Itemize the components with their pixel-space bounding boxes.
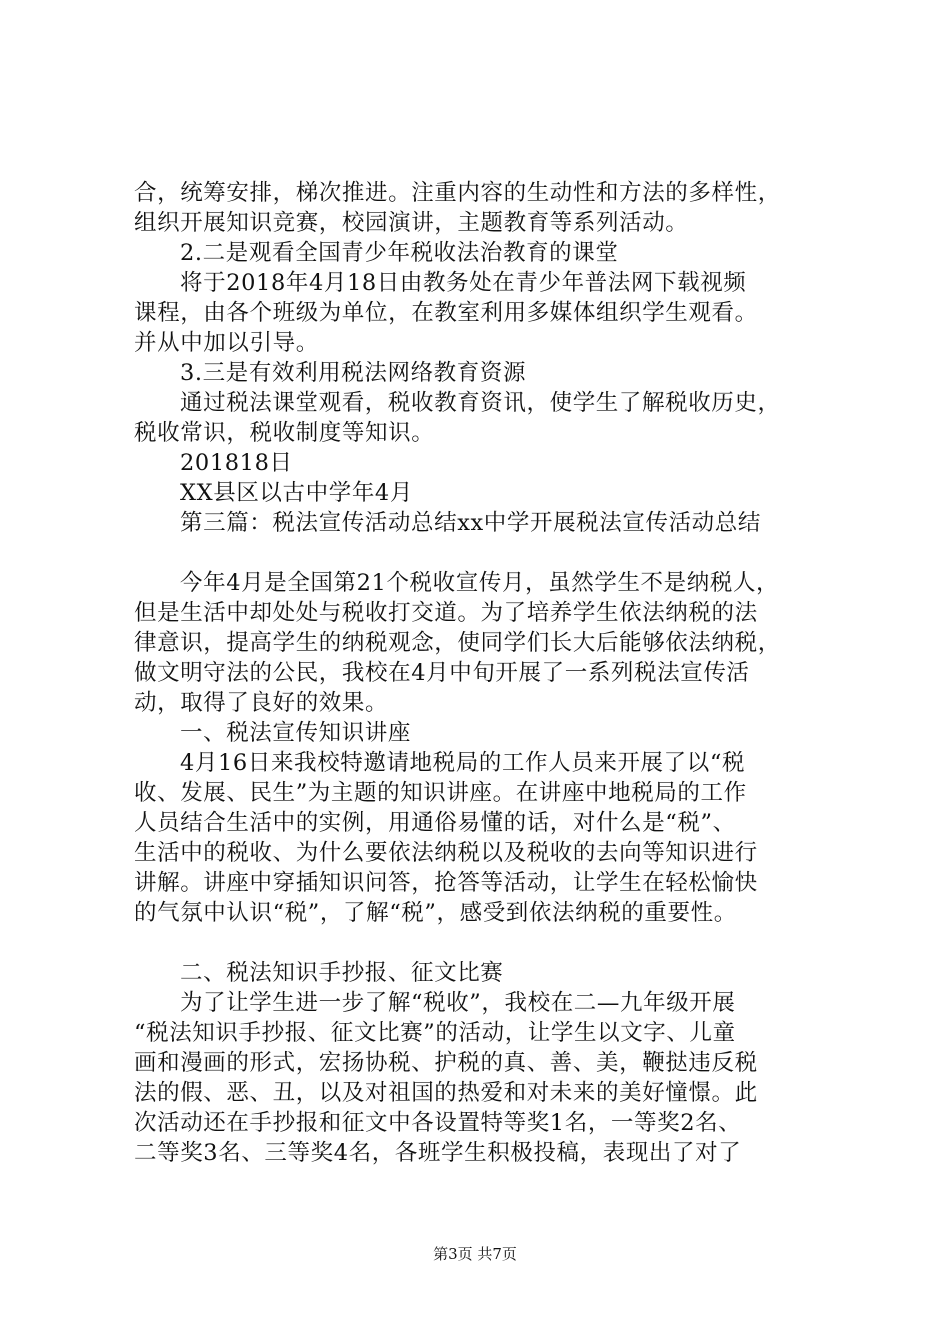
text-line: 二等奖3名、三等奖4名，各班学生积极投稿，表现出了对了 bbox=[134, 1140, 742, 1166]
text-line: 课程，由各个班级为单位，在教室利用多媒体组织学生观看。 bbox=[134, 300, 758, 326]
section-heading bbox=[134, 718, 854, 748]
paragraph bbox=[134, 178, 854, 238]
text-line: 税收常识，税收制度等知识。 bbox=[134, 420, 435, 446]
text-line: 法的假、恶、丑，以及对祖国的热爱和对未来的美好憧憬。此 bbox=[134, 1080, 758, 1106]
page-number: 第3页 共7页 bbox=[433, 1245, 517, 1263]
paragraph bbox=[134, 988, 854, 1168]
document-body bbox=[134, 178, 854, 1168]
text-line: 合，统筹安排，梯次推进。注重内容的生动性和方法的多样性， bbox=[134, 180, 781, 206]
text-line: 4月16日来我校特邀请地税局的工作人员来开展了以“税 bbox=[180, 750, 746, 776]
text-line: 做文明守法的公民，我校在4月中旬开展了一系列税法宣传活 bbox=[134, 660, 750, 686]
section-heading bbox=[134, 958, 854, 988]
text-line: 2.二是观看全国青少年税收法治教育的课堂 bbox=[180, 240, 619, 266]
text-line: 动，取得了良好的效果。 bbox=[134, 690, 389, 716]
text-line: 次活动还在手抄报和征文中各设置特等奖1名，一等奖2名、 bbox=[134, 1110, 742, 1136]
text-line: 收、发展、民生”为主题的知识讲座。在讲座中地税局的工作 bbox=[134, 780, 747, 806]
section-heading bbox=[134, 358, 854, 388]
text-line: 生活中的税收、为什么要依法纳税以及税收的去向等知识进行 bbox=[134, 840, 758, 866]
paragraph bbox=[134, 568, 854, 718]
text-line: 一、税法宣传知识讲座 bbox=[180, 720, 412, 746]
blank-line bbox=[134, 928, 854, 958]
text-line: 但是生活中却处处与税收打交道。为了培养学生依法纳税的法 bbox=[134, 600, 758, 626]
blank-line bbox=[134, 538, 854, 568]
text-line: 二、税法知识手抄报、征文比赛 bbox=[180, 960, 504, 986]
section-heading bbox=[134, 238, 854, 268]
paragraph bbox=[134, 748, 854, 928]
date-line bbox=[134, 448, 854, 478]
paragraph bbox=[134, 388, 854, 448]
paragraph bbox=[134, 268, 854, 358]
text-line: 画和漫画的形式，宏扬协税、护税的真、善、美，鞭挞违反税 bbox=[134, 1050, 758, 1076]
text-line: 为了让学生进一步了解“税收”，我校在二—九年级开展 bbox=[180, 990, 736, 1016]
text-line: 人员结合生活中的实例，用通俗易懂的话，对什么是“税”、 bbox=[134, 810, 736, 836]
text-line: “税法知识手抄报、征文比赛”的活动，让学生以文字、儿童 bbox=[134, 1020, 736, 1046]
text-line: 第三篇：税法宣传活动总结xx中学开展税法宣传活动总结 bbox=[180, 510, 761, 536]
text-line: 201818日 bbox=[180, 450, 293, 476]
text-line: 3.三是有效利用税法网络教育资源 bbox=[180, 360, 527, 386]
signature-line bbox=[134, 478, 854, 508]
text-line: 通过税法课堂观看，税收教育资讯，使学生了解税收历史， bbox=[180, 390, 781, 416]
text-line: 今年4月是全国第21个税收宣传月，虽然学生不是纳税人， bbox=[180, 570, 780, 596]
page-footer bbox=[0, 1244, 950, 1264]
text-line: 律意识，提高学生的纳税观念，使同学们长大后能够依法纳税， bbox=[134, 630, 781, 656]
text-line: 并从中加以引导。 bbox=[134, 330, 319, 356]
text-line: 组织开展知识竞赛，校园演讲，主题教育等系列活动。 bbox=[134, 210, 689, 236]
text-line: 讲解。讲座中穿插知识问答，抢答等活动，让学生在轻松愉快 bbox=[134, 870, 758, 896]
chapter-title bbox=[134, 508, 854, 538]
text-line: XX县区以古中学年4月 bbox=[180, 480, 413, 506]
text-line: 的气氛中认识“税”，了解“税”，感受到依法纳税的重要性。 bbox=[134, 900, 737, 926]
text-line: 将于2018年4月18日由教务处在青少年普法网下载视频 bbox=[180, 270, 747, 296]
